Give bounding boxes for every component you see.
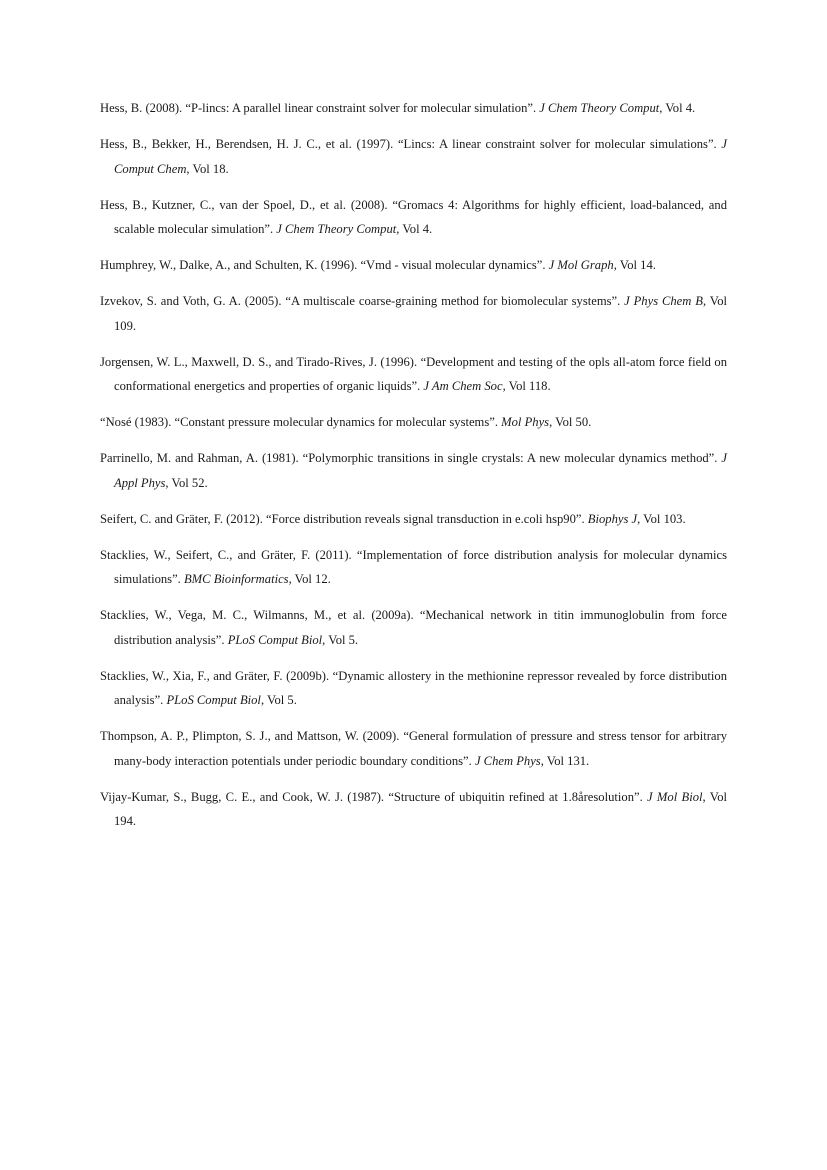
reference-volume: , Vol 5. (260, 693, 297, 707)
reference-volume: , Vol 194. (114, 789, 727, 828)
reference-list (100, 96, 727, 845)
reference-volume: , Vol 109. (114, 294, 728, 333)
reference-journal: J Chem Theory Comput (539, 101, 660, 115)
reference-authors-title: “Nosé (1983). “Constant pressure molecular dynamics for molecular systems”. (100, 415, 502, 429)
reference-entry (100, 193, 727, 242)
reference-journal: PLoS Comput Biol (227, 632, 323, 647)
reference-volume: , Vol 5. (322, 632, 359, 647)
reference-journal: J Comput Chem (114, 137, 727, 176)
reference-entry (100, 785, 727, 834)
reference-volume: , Vol 52. (165, 475, 208, 490)
reference-journal: J Appl Phys (114, 451, 727, 490)
reference-authors-title: Jorgensen, W. L., Maxwell, D. S., and Tirado-Rives, J. (1996). “Development and testing of the opls all-atom force field on conformational energetics and properties of organic liquids”. (100, 354, 727, 393)
reference-volume: , Vol 118. (502, 379, 551, 393)
reference-entry (100, 543, 727, 592)
reference-authors-title: Vijay-Kumar, S., Bugg, C. E., and Cook, W. J. (1987). “Structure of ubiquitin refined at 1.8åresolution”. (100, 789, 648, 804)
reference-entry (100, 410, 727, 435)
reference-entry (100, 132, 727, 181)
reference-journal: J Am Chem Soc (423, 379, 503, 393)
reference-authors-title: Humphrey, W., Dalke, A., and Schulten, K. (1996). “Vmd - visual molecular dynamics”. (100, 258, 549, 272)
reference-entry (100, 664, 727, 713)
reference-volume: , Vol 4. (396, 222, 433, 236)
reference-authors-title: Parrinello, M. and Rahman, A. (1981). “Polymorphic transitions in single crystals: A new molecular dynamics method”. (100, 451, 722, 465)
reference-journal: PLoS Comput Biol (166, 693, 261, 707)
reference-authors-title: Stacklies, W., Xia, F., and Gräter, F. (2009b). “Dynamic allostery in the methionine repressor revealed by force distribution analysis”. (100, 668, 727, 707)
reference-authors-title: Seifert, C. and Gräter, F. (2012). “Force distribution reveals signal transduction in e.coli hsp90”. (100, 511, 588, 526)
reference-volume: , Vol 18. (186, 161, 229, 176)
reference-volume: , Vol 131. (540, 753, 590, 768)
reference-journal: Mol Phys (501, 415, 550, 429)
reference-volume: , Vol 14. (613, 258, 656, 272)
reference-volume: , Vol 103. (637, 511, 686, 526)
reference-entry (100, 446, 727, 495)
reference-authors-title: Stacklies, W., Seifert, C., and Gräter, F. (2011). “Implementation of force distribution analysis for molecular dynamics simulations”. (100, 547, 727, 586)
reference-journal: J Mol Graph (548, 258, 614, 272)
reference-entry (100, 96, 727, 121)
reference-journal: J Chem Theory Comput (276, 222, 397, 236)
reference-authors-title: Hess, B., Kutzner, C., van der Spoel, D., et al. (2008). “Gromacs 4: Algorithms for highly efficient, load-balanced, and scalable molecular simulation”. (100, 197, 727, 236)
reference-entry (100, 253, 727, 278)
reference-authors-title: Stacklies, W., Vega, M. C., Wilmanns, M., et al. (2009a). “Mechanical network in titin immunoglobulin from force distribution analysis”. (100, 608, 727, 647)
reference-journal: J Phys Chem B (624, 294, 703, 308)
reference-entry (100, 350, 727, 399)
reference-journal: J Chem Phys (474, 753, 541, 768)
reference-volume: , Vol 12. (288, 572, 331, 586)
reference-entry (100, 603, 727, 652)
reference-authors-title: Hess, B. (2008). “P-lincs: A parallel linear constraint solver for molecular simulation”. (100, 101, 540, 115)
reference-authors-title: Hess, B., Bekker, H., Berendsen, H. J. C., et al. (1997). “Lincs: A linear constraint solver for molecular simulations”. (100, 137, 722, 151)
reference-entry (100, 724, 727, 773)
reference-journal: J Mol Biol (647, 789, 703, 804)
reference-authors-title: Thompson, A. P., Plimpton, S. J., and Mattson, W. (2009). “General formulation of pressure and stress tensor for arbitrary many-body interaction potentials under periodic boundary conditions”. (100, 729, 727, 768)
reference-volume: , Vol 4. (659, 101, 696, 115)
reference-entry (100, 507, 727, 532)
reference-journal: BMC Bioinformatics (183, 572, 289, 586)
reference-journal: Biophys J (587, 511, 638, 526)
reference-volume: , Vol 50. (549, 415, 592, 429)
reference-entry (100, 289, 727, 338)
reference-authors-title: Izvekov, S. and Voth, G. A. (2005). “A multiscale coarse-graining method for biomolecular systems”. (100, 294, 625, 308)
